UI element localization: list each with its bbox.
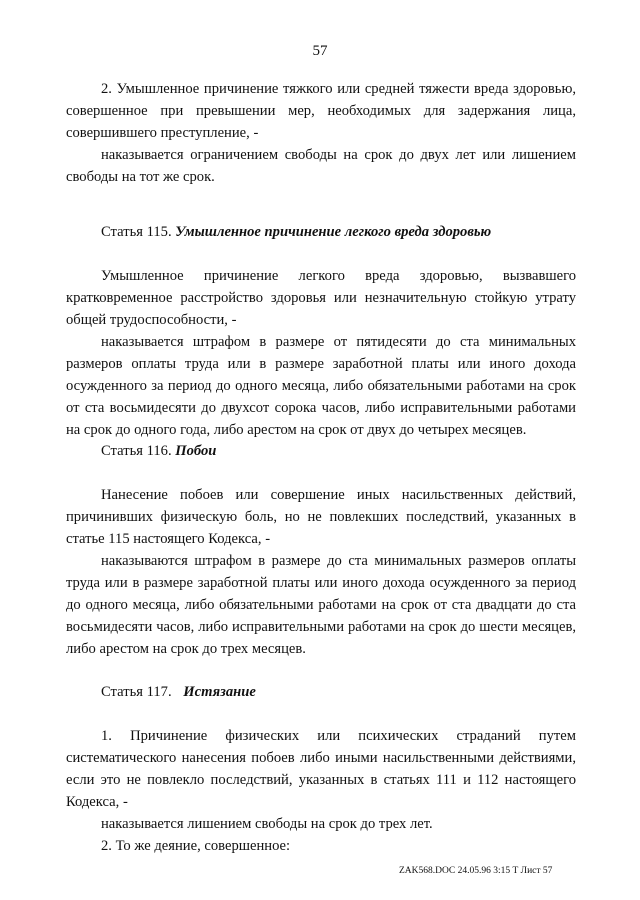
article-115-body (66, 265, 576, 441)
paragraph: 2. То же деяние, совершенное: (101, 838, 291, 854)
article-title: Умышленное причинение легкого вреда здоровью (175, 224, 492, 240)
article-title: Побои (175, 443, 217, 459)
article-prefix: Статья 117. (101, 684, 172, 700)
paragraph: наказывается ограничением свободы на срок до двух лет или лишением свободы на тот же срок. (66, 147, 576, 185)
page-footer: ZAK568.DOC 24.05.96 3:15 Т Лист 57 (399, 866, 553, 876)
paragraph: 1. Причинение физических или психических страданий путем систематического нанесения побоев либо иными насильственными действиями, если это не повлекло последствий, указанных в статьях 111 и 112 настоящего Кодекса, - (66, 728, 576, 810)
article-116-body (66, 484, 576, 660)
paragraph: Нанесение побоев или совершение иных насильственных действий, причинивших физическую боль, но не повлекших последствий, указанных в статье 115 настоящего Кодекса, - (66, 487, 576, 547)
article-117-heading (101, 681, 256, 703)
article-117-body (66, 725, 576, 857)
page-number: 57 (312, 43, 328, 59)
paragraph: наказываются штрафом в размере до ста минимальных размеров оплаты труда или в размере заработной платы или иного дохода осужденного за период до одного месяца, либо обязательными работами на срок от ста двадцати до ста восьмидесяти часов, либо исправительными работами на срок до шести месяцев, либо арестом на срок до трех месяцев. (66, 553, 576, 657)
paragraph: 2. Умышленное причинение тяжкого или средней тяжести вреда здоровью, совершенное при превышении мер, необходимых для задержания лица, совершившего преступление, - (66, 81, 576, 141)
paragraph: наказывается штрафом в размере от пятидесяти до ста минимальных размеров оплаты труда или в размере заработной платы или иного дохода осужденного за период до одного месяца, либо обязательными работами на срок от ста восьмидесяти до двухсот сорока часов, либо исправительными работами на срок до одного года, либо арестом на срок от двух до четырех месяцев. (66, 334, 576, 438)
article-prefix: Статья 116. (101, 443, 172, 459)
article-116-heading (101, 440, 216, 462)
article-title: Истязание (183, 684, 256, 700)
top-section (66, 78, 576, 188)
article-prefix: Статья 115. (101, 224, 172, 240)
article-115-heading (101, 221, 491, 243)
paragraph: Умышленное причинение легкого вреда здоровью, вызвавшего кратковременное расстройство здоровья или незначительную стойкую утрату общей трудоспособности, - (66, 268, 576, 328)
paragraph: наказывается лишением свободы на срок до трех лет. (101, 816, 433, 832)
